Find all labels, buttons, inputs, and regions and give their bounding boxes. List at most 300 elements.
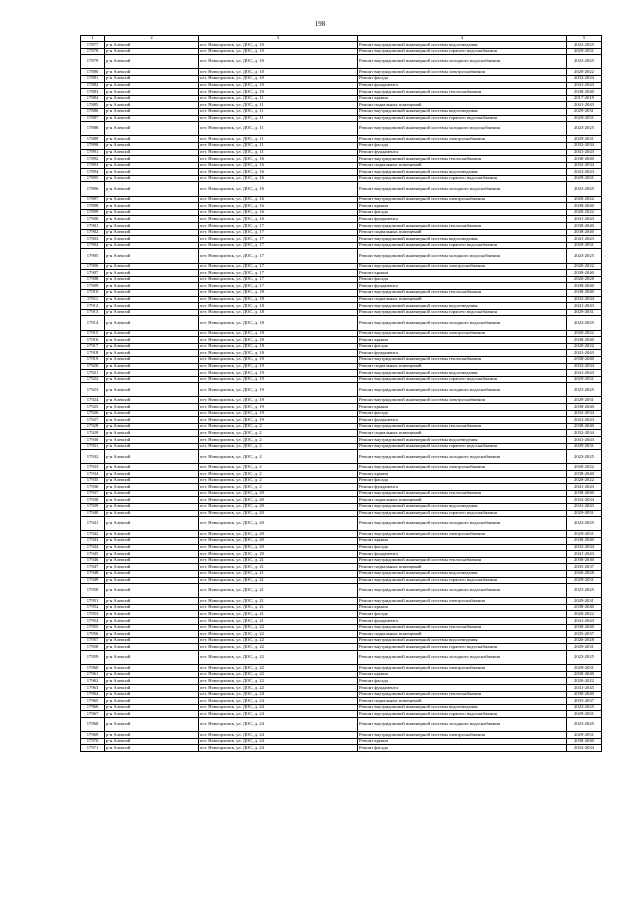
district-cell: р-н Алексий <box>105 309 199 316</box>
work-type-cell: Ремонт внутридомовой инженерной системы горячего водоснабжения <box>358 644 567 651</box>
address-cell: пгт. Новоорловск, ул. ДОС, д. 21 <box>199 577 358 584</box>
work-type-cell: Ремонт внутридомовой инженерной системы горячего водоснабжения <box>358 443 567 450</box>
row-number: 17938 <box>81 497 105 504</box>
address-cell: пгт. Новоорловск, ул. ДОС, д. 16 <box>199 209 358 216</box>
table-row <box>81 577 602 584</box>
work-type-cell: Ремонт подвальных помещений <box>358 564 567 571</box>
years-cell: 2038-2040 <box>567 289 602 296</box>
row-number: 17963 <box>81 685 105 692</box>
table-row <box>81 223 602 230</box>
years-cell: 2041-2043 <box>567 685 602 692</box>
row-number: 17908 <box>81 276 105 283</box>
row-number: 17971 <box>81 745 105 752</box>
years-cell: 2041-2043 <box>567 437 602 444</box>
years-cell: 2041-2043 <box>567 484 602 491</box>
years-cell: 2029-2031 <box>567 510 602 517</box>
years-cell: 2023-2025 <box>567 42 602 49</box>
district-cell: р-н Алексий <box>105 671 199 678</box>
row-number: 17907 <box>81 270 105 277</box>
row-number: 17929 <box>81 430 105 437</box>
district-cell: р-н Алексий <box>105 82 199 89</box>
district-cell: р-н Алексий <box>105 55 199 69</box>
table-row <box>81 490 602 497</box>
work-type-cell: Ремонт внутридомовой инженерной системы водоотведения <box>358 303 567 310</box>
row-number: 17961 <box>81 671 105 678</box>
row-number: 17880 <box>81 69 105 76</box>
table-row <box>81 537 602 544</box>
years-cell: 2038-2040 <box>567 490 602 497</box>
row-number: 17890 <box>81 142 105 149</box>
district-cell: р-н Алексий <box>105 276 199 283</box>
years-cell: 2020-2022 <box>567 209 602 216</box>
years-cell: 2029-2031 <box>567 598 602 605</box>
years-cell: 2038-2040 <box>567 270 602 277</box>
district-cell: р-н Алексий <box>105 691 199 698</box>
table-row <box>81 229 602 236</box>
address-cell: пгт. Новоорловск, ул. ДОС, д. 17 <box>199 223 358 230</box>
address-cell: пгт. Новоорловск, ул. ДОС, д. 21 <box>199 570 358 577</box>
work-type-cell: Ремонт фундамента <box>358 350 567 357</box>
work-type-cell: Ремонт подвальных помещений <box>358 162 567 169</box>
years-cell: 2029-2031 <box>567 376 602 383</box>
years-cell: 2029-2031 <box>567 577 602 584</box>
district-cell: р-н Алексий <box>105 464 199 471</box>
years-cell: 2026-2028 <box>567 570 602 577</box>
work-type-cell: Ремонт подвальных помещений <box>358 296 567 303</box>
work-type-cell: Ремонт внутридомовой инженерной системы теплоснабжения <box>358 289 567 296</box>
address-cell: пгт. Новоорловск, ул. ДОС, д. 17 <box>199 242 358 249</box>
table-row <box>81 510 602 517</box>
row-number: 17911 <box>81 296 105 303</box>
row-number: 17919 <box>81 356 105 363</box>
row-number: 17886 <box>81 108 105 115</box>
work-type-cell: Ремонт внутридомовой инженерной системы горячего водоснабжения <box>358 48 567 55</box>
district-cell: р-н Алексий <box>105 570 199 577</box>
table-row <box>81 182 602 196</box>
district-cell: р-н Алексий <box>105 376 199 383</box>
table-row <box>81 283 602 290</box>
years-cell: 2041-2043 <box>567 618 602 625</box>
work-type-cell: Ремонт внутридомовой инженерной системы водоотведения <box>358 637 567 644</box>
address-cell: пгт. Новоорловск, ул. ДОС, д. 16 <box>199 203 358 210</box>
row-number: 17881 <box>81 75 105 82</box>
years-cell: 2023-2025 <box>567 517 602 531</box>
row-number: 17923 <box>81 383 105 397</box>
years-cell: 2038-2040 <box>567 738 602 745</box>
row-number: 17953 <box>81 611 105 618</box>
row-number: 17930 <box>81 437 105 444</box>
row-number: 17926 <box>81 410 105 417</box>
work-type-cell: Ремонт фундамента <box>358 149 567 156</box>
work-type-cell: Ремонт крыши <box>358 671 567 678</box>
row-number: 17959 <box>81 651 105 665</box>
district-cell: р-н Алексий <box>105 182 199 196</box>
address-cell: пгт. Новоорловск, ул. ДОС, д. 22 <box>199 685 358 692</box>
row-number: 17969 <box>81 732 105 739</box>
row-number: 17892 <box>81 156 105 163</box>
years-cell: 2023-2025 <box>567 383 602 397</box>
work-type-cell: Ремонт внутридомовой инженерной системы теплоснабжения <box>358 423 567 430</box>
table-row <box>81 136 602 143</box>
address-cell: пгт. Новоорловск, ул. ДОС, д. 21 <box>199 557 358 564</box>
years-cell: 2032-2034 <box>567 296 602 303</box>
row-number: 17899 <box>81 209 105 216</box>
row-number: 17891 <box>81 149 105 156</box>
address-cell: пгт. Новоорловск, ул. ДОС, д. 17 <box>199 276 358 283</box>
table-row <box>81 42 602 49</box>
years-cell: 2038-2040 <box>567 404 602 411</box>
address-cell: пгт. Новоорловск, ул. ДОС, д. 16 <box>199 196 358 203</box>
work-type-cell: Ремонт фасада <box>358 410 567 417</box>
work-type-cell: Ремонт фасада <box>358 678 567 685</box>
table-row <box>81 397 602 404</box>
work-type-cell: Ремонт внутридомовой инженерной системы водоотведения <box>358 503 567 510</box>
district-cell: р-н Алексий <box>105 604 199 611</box>
table-row <box>81 169 602 176</box>
table-row <box>81 175 602 182</box>
work-type-cell: Ремонт фасада <box>358 343 567 350</box>
work-type-cell: Ремонт фундамента <box>358 685 567 692</box>
address-cell: пгт. Новоорловск, ул. ДОС, д. 21 <box>199 564 358 571</box>
table-row <box>81 544 602 551</box>
years-cell: 2020-2022 <box>567 69 602 76</box>
row-number: 17964 <box>81 691 105 698</box>
row-number: 17960 <box>81 665 105 672</box>
table-row <box>81 309 602 316</box>
district-cell: р-н Алексий <box>105 490 199 497</box>
work-type-cell: Ремонт внутридомовой инженерной системы горячего водоснабжения <box>358 115 567 122</box>
work-type-cell: Ремонт внутридомовой инженерной системы водоотведения <box>358 704 567 711</box>
years-cell: 2023-2025 <box>567 450 602 464</box>
table-row <box>81 196 602 203</box>
table-row <box>81 745 602 752</box>
row-number: 17915 <box>81 330 105 337</box>
district-cell: р-н Алексий <box>105 196 199 203</box>
address-cell: пгт. Новоорловск, ул. ДОС, д. 10 <box>199 42 358 49</box>
address-cell: пгт. Новоорловск, ул. ДОС, д. 24 <box>199 691 358 698</box>
years-cell: 2041-2043 <box>567 350 602 357</box>
district-cell: р-н Алексий <box>105 551 199 558</box>
district-cell: р-н Алексий <box>105 557 199 564</box>
district-cell: р-н Алексий <box>105 343 199 350</box>
work-type-cell: Ремонт внутридомовой инженерной системы теплоснабжения <box>358 356 567 363</box>
row-number: 17951 <box>81 598 105 605</box>
district-cell: р-н Алексий <box>105 42 199 49</box>
years-cell: 2029-2031 <box>567 115 602 122</box>
years-cell: 2041-2043 <box>567 303 602 310</box>
work-type-cell: Ремонт крыши <box>358 604 567 611</box>
row-number: 17946 <box>81 557 105 564</box>
row-number: 17957 <box>81 637 105 644</box>
address-cell: пгт. Новоорловск, ул. ДОС, д. 2 <box>199 484 358 491</box>
address-cell: пгт. Новоорловск, ул. ДОС, д. 10 <box>199 75 358 82</box>
row-number: 17944 <box>81 544 105 551</box>
years-cell: 2029-2031 <box>567 443 602 450</box>
district-cell: р-н Алексий <box>105 296 199 303</box>
table-row <box>81 531 602 538</box>
row-number: 17924 <box>81 397 105 404</box>
table-row <box>81 142 602 149</box>
years-cell: 2023-2025 <box>567 55 602 69</box>
row-number: 17910 <box>81 289 105 296</box>
address-cell: пгт. Новоорловск, ул. ДОС, д. 19 <box>199 417 358 424</box>
years-cell: 2023-2025 <box>567 182 602 196</box>
work-type-cell: Ремонт внутридомовой инженерной системы электроснабжения <box>358 69 567 76</box>
years-cell: 2041-2043 <box>567 102 602 109</box>
row-number: 17927 <box>81 417 105 424</box>
address-cell: пгт. Новоорловск, ул. ДОС, д. 24 <box>199 711 358 718</box>
table-row <box>81 564 602 571</box>
table-row <box>81 404 602 411</box>
address-cell: пгт. Новоорловск, ул. ДОС, д. 19 <box>199 376 358 383</box>
district-cell: р-н Алексий <box>105 531 199 538</box>
works-table <box>80 35 602 752</box>
district-cell: р-н Алексий <box>105 497 199 504</box>
address-cell: пгт. Новоорловск, ул. ДОС, д. 24 <box>199 732 358 739</box>
district-cell: р-н Алексий <box>105 263 199 270</box>
district-cell: р-н Алексий <box>105 637 199 644</box>
district-cell: р-н Алексий <box>105 437 199 444</box>
years-cell: 2038-2040 <box>567 537 602 544</box>
col-header-years: 5 <box>567 36 602 42</box>
address-cell: пгт. Новоорловск, ул. ДОС, д. 10 <box>199 48 358 55</box>
work-type-cell: Ремонт внутридомовой инженерной системы электроснабжения <box>358 196 567 203</box>
address-cell: пгт. Новоорловск, ул. ДОС, д. 22 <box>199 637 358 644</box>
work-type-cell: Ремонт внутридомовой инженерной системы горячего водоснабжения <box>358 510 567 517</box>
years-cell: 2038-2040 <box>567 156 602 163</box>
work-type-cell: Ремонт фундамента <box>358 618 567 625</box>
col-header-number: 1 <box>81 36 105 42</box>
table-row <box>81 477 602 484</box>
years-cell: 2029-2031 <box>567 397 602 404</box>
address-cell: пгт. Новоорловск, ул. ДОС, д. 19 <box>199 363 358 370</box>
table-row <box>81 551 602 558</box>
row-number: 17904 <box>81 242 105 249</box>
district-cell: р-н Алексий <box>105 383 199 397</box>
table-row <box>81 443 602 450</box>
address-cell: пгт. Новоорловск, ул. ДОС, д. 16 <box>199 162 358 169</box>
row-number: 17887 <box>81 115 105 122</box>
table-row <box>81 584 602 598</box>
address-cell: пгт. Новоорловск, ул. ДОС, д. 24 <box>199 717 358 731</box>
years-cell: 2038-2040 <box>567 89 602 96</box>
work-type-cell: Ремонт внутридомовой инженерной системы водоотведения <box>358 42 567 49</box>
table-row <box>81 376 602 383</box>
district-cell: р-н Алексий <box>105 169 199 176</box>
row-number: 17895 <box>81 175 105 182</box>
work-type-cell: Ремонт внутридомовой инженерной системы холодного водоснабжения <box>358 517 567 531</box>
address-cell: пгт. Новоорловск, ул. ДОС, д. 16 <box>199 169 358 176</box>
address-cell: пгт. Новоорловск, ул. ДОС, д. 17 <box>199 249 358 263</box>
address-cell: пгт. Новоорловск, ул. ДОС, д. 10 <box>199 69 358 76</box>
row-number: 17955 <box>81 624 105 631</box>
row-number: 17882 <box>81 82 105 89</box>
table-row <box>81 503 602 510</box>
district-cell: р-н Алексий <box>105 577 199 584</box>
work-type-cell: Ремонт внутридомовой инженерной системы горячего водоснабжения <box>358 242 567 249</box>
row-number: 17928 <box>81 423 105 430</box>
row-number: 17940 <box>81 510 105 517</box>
address-cell: пгт. Новоорловск, ул. ДОС, д. 24 <box>199 738 358 745</box>
district-cell: р-н Алексий <box>105 430 199 437</box>
table-row <box>81 678 602 685</box>
address-cell: пгт. Новоорловск, ул. ДОС, д. 17 <box>199 229 358 236</box>
row-number: 17934 <box>81 471 105 478</box>
row-number: 17884 <box>81 95 105 102</box>
row-number: 17935 <box>81 477 105 484</box>
row-number: 17932 <box>81 450 105 464</box>
row-number: 17942 <box>81 531 105 538</box>
years-cell: 2026-2028 <box>567 637 602 644</box>
address-cell: пгт. Новоорловск, ул. ДОС, д. 11 <box>199 136 358 143</box>
table-row <box>81 370 602 377</box>
years-cell: 2038-2040 <box>567 604 602 611</box>
district-cell: р-н Алексий <box>105 330 199 337</box>
address-cell: пгт. Новоорловск, ул. ДОС, д. 20 <box>199 551 358 558</box>
district-cell: р-н Алексий <box>105 203 199 210</box>
district-cell: р-н Алексий <box>105 404 199 411</box>
table-row <box>81 437 602 444</box>
row-number: 17883 <box>81 89 105 96</box>
work-type-cell: Ремонт внутридомовой инженерной системы теплоснабжения <box>358 624 567 631</box>
years-cell: 2017-2019 <box>567 95 602 102</box>
address-cell: пгт. Новоорловск, ул. ДОС, д. 11 <box>199 95 358 102</box>
district-cell: р-н Алексий <box>105 503 199 510</box>
row-number: 17952 <box>81 604 105 611</box>
district-cell: р-н Алексий <box>105 651 199 665</box>
district-cell: р-н Алексий <box>105 450 199 464</box>
row-number: 17885 <box>81 102 105 109</box>
years-cell: 2032-2034 <box>567 142 602 149</box>
work-type-cell: Ремонт внутридомовой инженерной системы электроснабжения <box>358 732 567 739</box>
district-cell: р-н Алексий <box>105 544 199 551</box>
table-row <box>81 471 602 478</box>
work-type-cell: Ремонт крыши <box>358 270 567 277</box>
years-cell: 2020-2022 <box>567 464 602 471</box>
address-cell: пгт. Новоорловск, ул. ДОС, д. 2 <box>199 437 358 444</box>
work-type-cell: Ремонт фасада <box>358 544 567 551</box>
years-cell: 2032-2034 <box>567 75 602 82</box>
district-cell: р-н Алексий <box>105 484 199 491</box>
address-cell: пгт. Новоорловск, ул. ДОС, д. 10 <box>199 89 358 96</box>
table-row <box>81 644 602 651</box>
address-cell: пгт. Новоорловск, ул. ДОС, д. 11 <box>199 115 358 122</box>
table-row <box>81 624 602 631</box>
years-cell: 2023-2025 <box>567 249 602 263</box>
work-type-cell: Ремонт фасада <box>358 477 567 484</box>
years-cell: 2023-2025 <box>567 651 602 665</box>
work-type-cell: Ремонт фасада <box>358 209 567 216</box>
address-cell: пгт. Новоорловск, ул. ДОС, д. 10 <box>199 82 358 89</box>
district-cell: р-н Алексий <box>105 337 199 344</box>
table-row <box>81 410 602 417</box>
district-cell: р-н Алексий <box>105 229 199 236</box>
table-row <box>81 732 602 739</box>
district-cell: р-н Алексий <box>105 270 199 277</box>
years-cell: 2038-2040 <box>567 691 602 698</box>
work-type-cell: Ремонт фасада <box>358 611 567 618</box>
district-cell: р-н Алексий <box>105 75 199 82</box>
years-cell: 2020-2022 <box>567 611 602 618</box>
work-type-cell: Ремонт внутридомовой инженерной системы холодного водоснабжения <box>358 55 567 69</box>
work-type-cell: Ремонт фасада <box>358 745 567 752</box>
address-cell: пгт. Новоорловск, ул. ДОС, д. 19 <box>199 404 358 411</box>
table-row <box>81 464 602 471</box>
row-number: 17965 <box>81 698 105 705</box>
row-number: 17894 <box>81 169 105 176</box>
years-cell: 2038-2040 <box>567 557 602 564</box>
table-row <box>81 122 602 136</box>
table-row <box>81 685 602 692</box>
district-cell: р-н Алексий <box>105 685 199 692</box>
years-cell: 2029-2031 <box>567 531 602 538</box>
work-type-cell: Ремонт подвальных помещений <box>358 229 567 236</box>
district-cell: р-н Алексий <box>105 417 199 424</box>
table-row <box>81 350 602 357</box>
row-number: 17958 <box>81 644 105 651</box>
address-cell: пгт. Новоорловск, ул. ДОС, д. 10 <box>199 55 358 69</box>
row-number: 17898 <box>81 203 105 210</box>
row-number: 17947 <box>81 564 105 571</box>
district-cell: р-н Алексий <box>105 142 199 149</box>
row-number: 17943 <box>81 537 105 544</box>
work-type-cell: Ремонт внутридомовой инженерной системы электроснабжения <box>358 464 567 471</box>
district-cell: р-н Алексий <box>105 236 199 243</box>
years-cell: 2029-2031 <box>567 644 602 651</box>
address-cell: пгт. Новоорловск, ул. ДОС, д. 16 <box>199 156 358 163</box>
years-cell: 2020-2022 <box>567 343 602 350</box>
address-cell: пгт. Новоорловск, ул. ДОС, д. 11 <box>199 122 358 136</box>
row-number: 17877 <box>81 42 105 49</box>
district-cell: р-н Алексий <box>105 48 199 55</box>
address-cell: пгт. Новоорловск, ул. ДОС, д. 2 <box>199 464 358 471</box>
work-type-cell: Ремонт внутридомовой инженерной системы водоотведения <box>358 236 567 243</box>
district-cell: р-н Алексий <box>105 717 199 731</box>
table-row <box>81 557 602 564</box>
work-type-cell: Ремонт фундамента <box>358 216 567 223</box>
work-type-cell: Ремонт внутридомовой инженерной системы теплоснабжения <box>358 223 567 230</box>
years-cell: 2032-2034 <box>567 497 602 504</box>
work-type-cell: Ремонт подвальных помещений <box>358 631 567 638</box>
district-cell: р-н Алексий <box>105 350 199 357</box>
work-type-cell: Ремонт внутридомовой инженерной системы теплоснабжения <box>358 89 567 96</box>
years-cell: 2041-2043 <box>567 551 602 558</box>
work-type-cell: Ремонт внутридомовой инженерной системы водоотведения <box>358 570 567 577</box>
table-row <box>81 637 602 644</box>
table-row <box>81 484 602 491</box>
district-cell: р-н Алексий <box>105 423 199 430</box>
row-number: 17912 <box>81 303 105 310</box>
work-type-cell: Ремонт крыши <box>358 95 567 102</box>
district-cell: р-н Алексий <box>105 410 199 417</box>
years-cell: 2023-2025 <box>567 717 602 731</box>
address-cell: пгт. Новоорловск, ул. ДОС, д. 20 <box>199 537 358 544</box>
address-cell: пгт. Новоорловск, ул. ДОС, д. 18 <box>199 343 358 350</box>
table-row <box>81 698 602 705</box>
table-row <box>81 115 602 122</box>
district-cell: р-н Алексий <box>105 370 199 377</box>
district-cell: р-н Алексий <box>105 242 199 249</box>
address-cell: пгт. Новоорловск, ул. ДОС, д. 17 <box>199 263 358 270</box>
district-cell: р-н Алексий <box>105 108 199 115</box>
table-row <box>81 430 602 437</box>
address-cell: пгт. Новоорловск, ул. ДОС, д. 11 <box>199 108 358 115</box>
address-cell: пгт. Новоорловск, ул. ДОС, д. 19 <box>199 383 358 397</box>
row-number: 17878 <box>81 48 105 55</box>
row-number: 17939 <box>81 503 105 510</box>
work-type-cell: Ремонт подвальных помещений <box>358 102 567 109</box>
address-cell: пгт. Новоорловск, ул. ДОС, д. 21 <box>199 584 358 598</box>
